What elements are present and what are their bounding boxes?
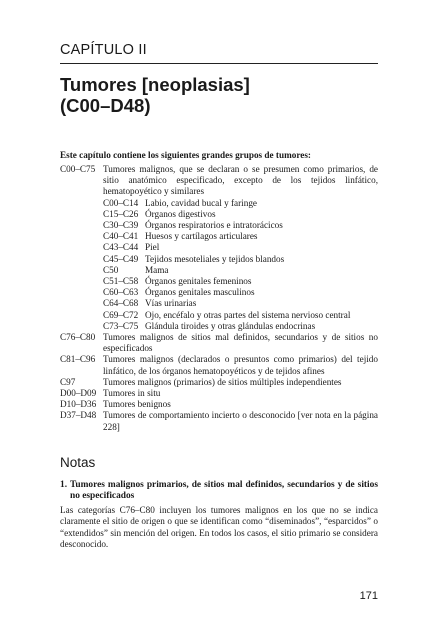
subgroup-row bbox=[60, 198, 378, 209]
group-code: C69–C72 bbox=[103, 309, 139, 320]
note-1-title: Tumores malignos primarios, de sitios mal definidos, secundarios y de sitios no especificados bbox=[70, 480, 378, 502]
subgroup-row bbox=[60, 298, 378, 309]
group-code: C00–C75 bbox=[60, 164, 96, 174]
group-row bbox=[60, 399, 378, 410]
note-1-heading bbox=[60, 480, 378, 503]
subgroup-row bbox=[60, 321, 378, 332]
subgroup-row bbox=[60, 310, 378, 321]
group-description: Tumores malignos de sitios mal definidos, secundarios y de sitios no especificados bbox=[103, 332, 378, 354]
notes-heading: Notas bbox=[60, 455, 96, 470]
group-code: C97 bbox=[60, 376, 76, 387]
group-code: D37–D48 bbox=[60, 410, 97, 421]
group-code: C60–C63 bbox=[103, 287, 139, 298]
group-code: C45–C49 bbox=[103, 253, 139, 264]
chapter-title bbox=[60, 74, 250, 116]
chapter-rule bbox=[60, 63, 378, 64]
group-description: Órganos digestivos bbox=[145, 208, 216, 219]
chapter-title-line-1: Tumores [neoplasias] bbox=[60, 74, 250, 95]
group-row bbox=[60, 388, 378, 399]
group-description: Vías urinarias bbox=[145, 298, 197, 309]
group-code: C15–C26 bbox=[103, 208, 139, 219]
subgroup-row bbox=[60, 287, 378, 298]
group-description: Mama bbox=[145, 264, 169, 275]
subgroup-row bbox=[60, 254, 378, 265]
group-row bbox=[60, 377, 378, 388]
group-description: Tumores benignos bbox=[103, 399, 171, 410]
group-code: C51–C58 bbox=[103, 276, 139, 287]
group-description: Tumores malignos (primarios) de sitios múltiples independientes bbox=[103, 376, 342, 387]
subgroup-row bbox=[60, 220, 378, 231]
group-row bbox=[60, 164, 378, 198]
group-code: D10–D36 bbox=[60, 399, 97, 410]
group-description: Tumores malignos, que se declaran o se presumen como primarios, de sitio anatómico especificado, excepto de los tejidos linfático, hematopoyético y similares bbox=[103, 164, 378, 197]
group-description: Ojo, encéfalo y otras partes del sistema nervioso central bbox=[145, 309, 351, 320]
subgroup-row bbox=[60, 209, 378, 220]
chapter-label: CAPÍTULO II bbox=[60, 42, 147, 58]
group-description: Huesos y cartílagos articulares bbox=[145, 231, 258, 242]
group-description: Órganos respiratorios e intratorácicos bbox=[145, 220, 283, 231]
tumor-groups-list bbox=[60, 164, 378, 433]
group-description: Tejidos mesoteliales y tejidos blandos bbox=[145, 253, 285, 264]
group-code: D00–D09 bbox=[60, 388, 97, 399]
group-code: C00–C14 bbox=[103, 197, 139, 208]
group-description: Tumores in situ bbox=[103, 388, 161, 399]
note-1-body: Las categorías C76–C80 incluyen los tumores malignos en los que no se indica claramente el sitio de origen o que se identifican como “diseminados”, “esparcidos” o “extendidos” sin mención del origen. En todos los casos, el sitio primario se considera desconocido. bbox=[60, 505, 378, 550]
subgroup-row bbox=[60, 242, 378, 253]
group-description: Tumores malignos (declarados o presuntos como primarios) del tejido linfático, de los órganos hematopoyéticos y de tejidos afines bbox=[103, 354, 378, 376]
note-1-number: 1. bbox=[60, 480, 68, 490]
page-number: 171 bbox=[359, 590, 378, 602]
group-description: Tumores de comportamiento incierto o desconocido [ver nota en la página 228] bbox=[103, 410, 378, 432]
subgroup-row bbox=[60, 231, 378, 242]
group-row bbox=[60, 410, 378, 432]
group-description: Piel bbox=[145, 242, 160, 253]
group-code: C40–C41 bbox=[103, 231, 139, 242]
subgroup-row bbox=[60, 265, 378, 276]
intro-text: Este capítulo contiene los siguientes grandes grupos de tumores: bbox=[60, 150, 311, 160]
group-code: C76–C80 bbox=[60, 332, 96, 343]
group-code: C30–C39 bbox=[103, 220, 139, 231]
group-description: Órganos genitales masculinos bbox=[145, 287, 255, 298]
group-description: Labio, cavidad bucal y faringe bbox=[145, 197, 257, 208]
group-code: C43–C44 bbox=[103, 242, 139, 253]
group-code: C81–C96 bbox=[60, 354, 96, 365]
group-code: C73–C75 bbox=[103, 320, 139, 331]
group-description: Órganos genitales femeninos bbox=[145, 276, 252, 287]
group-row bbox=[60, 354, 378, 376]
group-row bbox=[60, 332, 378, 354]
group-code: C64–C68 bbox=[103, 298, 139, 309]
subgroup-row bbox=[60, 276, 378, 287]
group-code: C50 bbox=[103, 264, 119, 275]
group-description: Glándula tiroides y otras glándulas endocrinas bbox=[145, 320, 316, 331]
chapter-title-line-2: (C00–D48) bbox=[60, 95, 151, 116]
